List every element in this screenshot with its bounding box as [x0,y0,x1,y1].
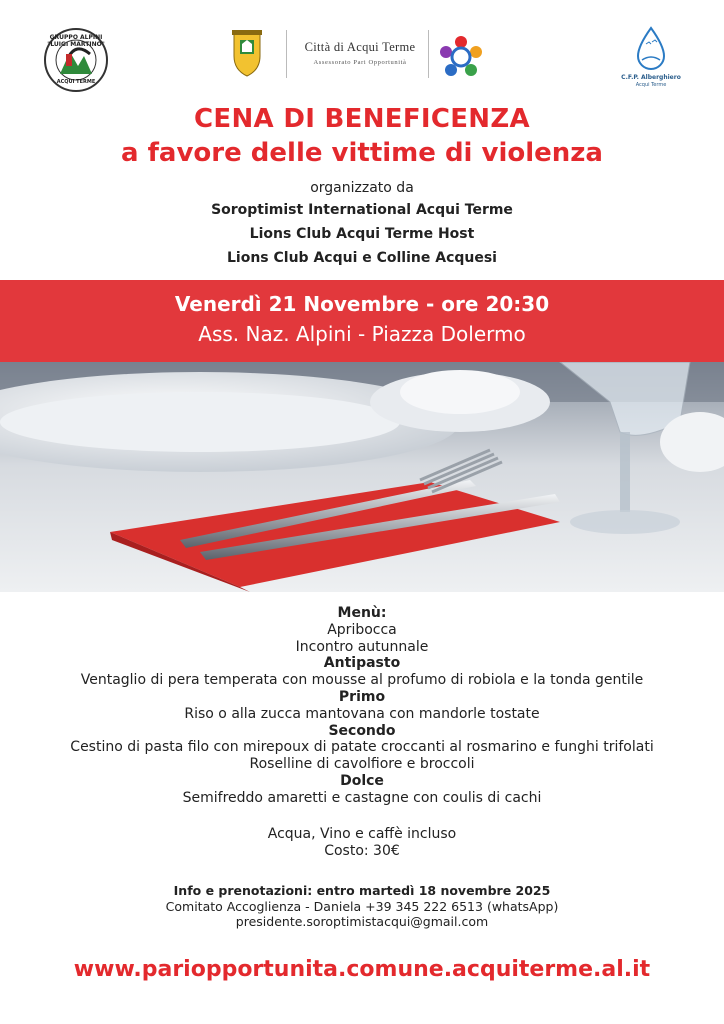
table-setting-photo [0,362,724,592]
organizers-intro: organizzato da [310,180,414,196]
cfp-alberghiero-logo [621,26,681,90]
primo-label: Primo [338,688,386,705]
pari-opportunita-rings-icon [436,32,486,82]
dolce-label: Dolce [340,772,384,789]
event-subtitle: a favore delle vittime di violenza [121,138,603,168]
menu-section [0,605,724,807]
info-contact: Comitato Accoglienza - Daniela +39 345 222 6513 (whatsApp) [165,898,559,914]
city-department: Assessorato Pari Opportunità [313,59,407,66]
organizer-1: Soroptimist International Acqui Terme [211,202,513,218]
cfp-drop-icon [628,26,674,72]
city-logo-divider-right [428,30,429,78]
cfp-town: Acqui Terme [635,82,667,88]
primo-dish: Riso o alla zucca mantovana con mandorle tostate [184,705,540,722]
event-venue: Ass. Naz. Alpini - Piazza Dolermo [198,322,526,346]
info-email[interactable]: presidente.soroptimistacqui@gmail.com [235,914,489,929]
price: Costo: 30€ [324,843,400,859]
dolce-dish: Semifreddo amaretti e castagne con coulis di cachi [182,789,542,806]
drinks-included: Acqua, Vino e caffè incluso [267,826,457,842]
alpini-logo-bottom-text: ACQUI TERME [56,79,96,85]
city-logo-divider [286,30,287,78]
menu-starter-1: Apribocca [327,621,397,638]
city-crest-icon [228,30,266,78]
secondo-label: Secondo [328,722,396,739]
secondo-dish-2: Roselline di cavolfiore e broccoli [249,756,475,773]
cfp-name: C.F.P. Alberghiero [621,74,681,81]
event-date-time: Venerdì 21 Novembre - ore 20:30 [174,292,550,316]
info-section [0,883,724,930]
extras-section [0,826,724,860]
secondo-dish-1: Cestino di pasta filo con mirepoux di patate croccanti al rosmarino e funghi trifolati [70,739,654,756]
info-heading: Info e prenotazioni: entro martedì 18 novembre 2025 [173,883,551,898]
alpini-logo-top-text: GRUPPO ALPINI "LUIGI MARTINO" [47,34,105,48]
antipasto-label: Antipasto [323,655,401,672]
alpini-group-logo [44,28,108,92]
website-link[interactable]: www.pariopportunita.comune.acquiterme.al.it [73,957,651,982]
organizer-2: Lions Club Acqui Terme Host [249,226,475,242]
city-name: Città di Acqui Terme [304,40,416,54]
city-logo-block [228,30,486,80]
organizer-3: Lions Club Acqui e Colline Acquesi [227,250,497,266]
event-title: CENA DI BENEFICENZA [194,104,530,134]
menu-starter-2: Incontro autunnale [295,638,429,655]
antipasto-dish: Ventaglio di pera temperata con mousse al profumo di robiola e la tonda gentile [80,672,644,689]
menu-heading: Menù: [337,605,387,621]
